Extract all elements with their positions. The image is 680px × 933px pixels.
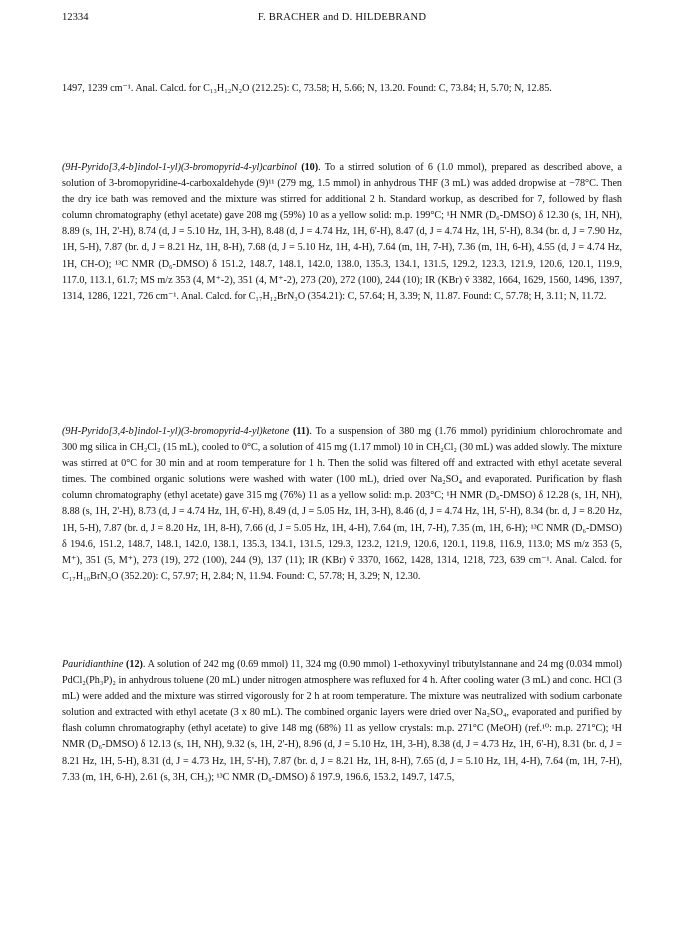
compound-12-number: (12) bbox=[126, 659, 143, 670]
compound-10-number: (10) bbox=[301, 162, 319, 173]
running-head-authors: F. BRACHER and D. HILDEBRAND bbox=[257, 12, 427, 23]
compound-12-paragraph bbox=[62, 657, 622, 786]
compound-10-text: . To a stirred solution of 6 (1.0 mmol), prepared as described above, a solution of 3-bromopyridine-4-carboxaldehyde (9)¹¹ (279 mg, 1.5 mmol) in anhydrous THF (3 mL) was added dropwise at −78°C. Then the dry ice bath was removed and the mixture was stirred for additional 2 h. Standard workup, as described for 7, followed by flash column chromatography (ethyl acetate) gave 208 mg (59%) 10 as a yellow solid: m.p. 199°C; ¹H NMR (D₆-DMSO) δ 12.30 (s, 1H, NH), 8.89 (s, 1H, 2'-H), 8.74 (d, J = 5.10 Hz, 1H, 3-H), 8.48 (d, J = 4.74 Hz, 1H, 6'-H), 8.47 (d, J = 4.74 Hz, 1H, 5'-H), 8.34 (br. d, J = 7.90 Hz, 1H, 5-H), 7.87 (br. d, J = 8.21 Hz, 1H, 8-H), 7.68 (d, J = 5.10 Hz, 1H, 4-H), 7.64 (m, 1H, 7-H), 7.36 (m, 1H, 6-H), 4.55 (d, J = 4.74 Hz, 1H, CH-O); ¹³C NMR (D₆-DMSO) δ 151.2, 148.7, 148.1, 142.0, 138.0, 135.3, 134.1, 131.5, 129.2, 123.3, 121.9, 120.6, 120.1, 119.9, 117.0, 113.1, 61.7; MS m/z 353 (4, M⁺-2), 351 (4, M⁺-2), 273 (20), 272 (100), 244 (10); IR (KBr) ṽ 3382, 1664, 1629, 1560, 1496, 1397, 1314, 1286, 1221, 726 cm⁻¹. Anal. Calcd. for C₁₇H₁₂BrN₃O (354.21): C, 57.64; H, 3.39; N, 11.87. Found: C, 57.78; H, 3.11; N, 11.72. bbox=[62, 162, 623, 302]
compound-11-title: (9H-Pyrido[3,4-b]indol-1-yl)(3-bromopyrid-4-yl)ketone bbox=[62, 426, 290, 437]
page-header bbox=[62, 12, 622, 28]
continued-paragraph bbox=[62, 81, 622, 97]
compound-12-text: . A solution of 242 mg (0.69 mmol) 11, 324 mg (0.90 mmol) 1-ethoxyvinyl tributylstannane and 24 mg (0.034 mmol) PdCl₂(Ph₃P)₂ in anhydrous toluene (20 mL) under nitrogen atmosphere was refluxed for 4 h. After cooling water (3 mL) and conc. HCl (3 mL) were added and the mixture was stirred vigorously for 2 h at room temperature. The mixture was neutralized with sodium carbonate solution and extracted with ethyl acetate (3 x 80 mL). The combined organic layers were dried over Na₂SO₄, evaporated and purified by flash column chromatography (ethyl acetate) to give 148 mg (68%) 11 as yellow crystals: m.p. 271°C (MeOH) (ref.¹⁰: m.p. 271°C); ¹H NMR (D₆-DMSO) δ 12.13 (s, 1H, NH), 9.32 (s, 1H, 2'-H), 8.96 (d, J = 5.10 Hz, 1H, 3-H), 8.38 (d, J = 4.73 Hz, 1H, 6'-H), 8.31 (br. d, J = 8.21 Hz, 1H, 5-H), 8.31 (d, J = 4.73 Hz, 1H, 5'-H), 7.87 (br. d, J = 8.21 Hz, 1H, 8-H), 7.65 (d, J = 5.10 Hz, 1H, 4-H), 7.64 (m, 1H, 7-H), 7.33 (m, 1H, 6-H), 2.61 (s, 3H, CH₃); ¹³C NMR (D₆-DMSO) δ 197.9, 196.6, 153.2, 149.7, 147.5, bbox=[62, 659, 623, 783]
compound-10-paragraph bbox=[62, 160, 622, 305]
compound-10-title: (9H-Pyrido[3,4-b]indol-1-yl)(3-bromopyrid-4-yl)carbinol bbox=[62, 162, 297, 173]
compound-12-title: Pauridianthine bbox=[62, 659, 124, 670]
compound-11-text: . To a suspension of 380 mg (1.76 mmol) pyridinium chlorochromate and 300 mg silica in CH₂Cl₂ (15 mL), cooled to 0°C, a solution of 415 mg (1.17 mmol) 10 in CH₂Cl₂ (30 mL) was added slowly. The mixture was stirred at 0°C for 30 min and at room temperature for 1 h. Then the solid was filtered off and extracted with ethyl acetate several times. The combined organic solutions were washed with water (100 mL), dried over Na₂SO₄ and evaporated. Purification by flash column chromatography (ethyl acetate) gave 315 mg (76%) 11 as a yellow solid: m.p. 203°C; ¹H NMR (D₆-DMSO) δ 12.28 (s, 1H, NH), 8.88 (s, 1H, 2'-H), 8.73 (d, J = 4.74 Hz, 1H, 6'-H), 8.49 (d, J = 5.05 Hz, 1H, 3-H), 8.46 (d, J = 4.74 Hz, 1H, 5'-H), 8.34 (br. d, J = 8.20 Hz, 1H, 5-H), 7.87 (br. d, J = 8.20 Hz, 1H, 8-H), 7.66 (d, J = 5.05 Hz, 1H, 4-H), 7.64 (m, 1H, 7-H), 7.35 (m, 1H, 6-H); ¹³C NMR (D₆-DMSO) δ 194.6, 151.2, 148.7, 148.1, 142.0, 138.1, 135.3, 134.1, 131.5, 129.3, 123.2, 121.9, 120.6, 120.1, 119.8, 116.9, 113.0; MS m/z 353 (5, M⁺), 351 (5, M⁺), 273 (19), 272 (100), 244 (9), 137 (11); IR (KBr) ṽ 3370, 1662, 1428, 1314, 1218, 723, 639 cm⁻¹. Anal. Calcd. for C₁₇H₁₀BrN₃O (352.20): C, 57.97; H, 2.84; N, 11.94. Found: C, 57.78; H, 3.29; N, 12.30. bbox=[62, 426, 623, 582]
continued-text: 1497, 1239 cm⁻¹. Anal. Calcd. for C₁₃H₁₂N₂O (212.25): C, 73.58; H, 5.66; N, 13.20. Found: C, 73.84; H, 5.70; N, 12.85. bbox=[62, 83, 552, 94]
compound-11-paragraph bbox=[62, 424, 622, 585]
compound-11-number: (11) bbox=[293, 426, 310, 437]
page-number: 12334 bbox=[62, 12, 89, 23]
